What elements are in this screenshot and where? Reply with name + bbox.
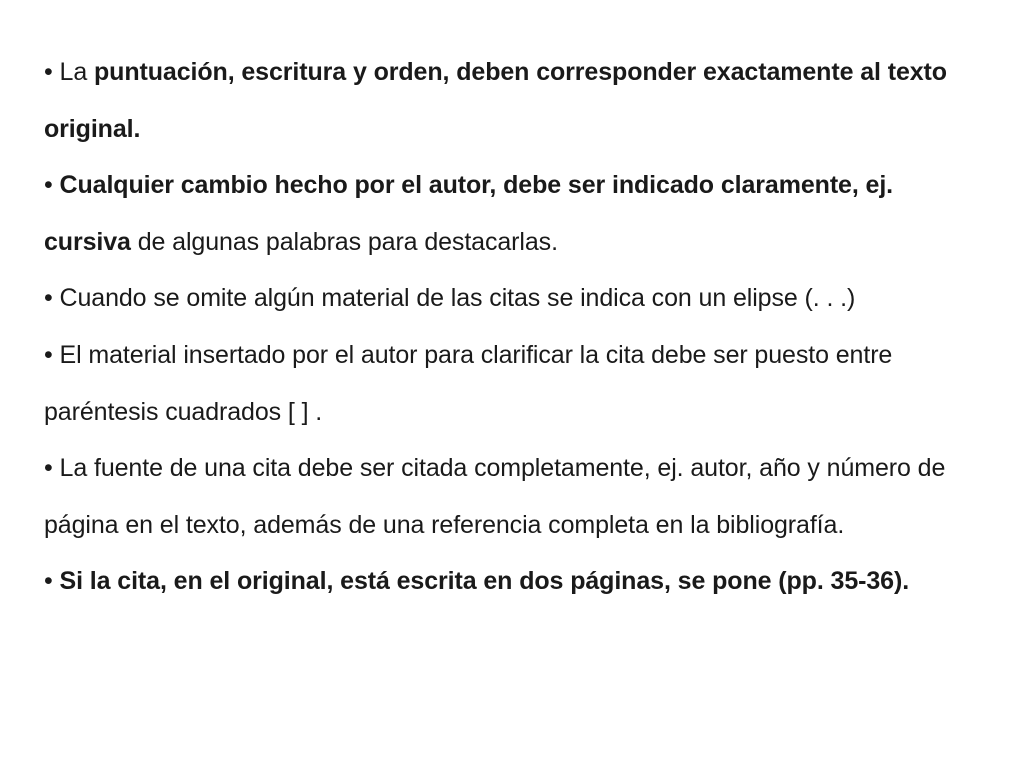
bullet-text-bold: Si la cita, en el original, está escrita en dos páginas, se pone (pp. 35-36). [59,567,910,596]
bullet-item-ellipsis [44,270,974,327]
bullet-dot-icon: • [44,284,53,313]
bullet-dot-icon: • [44,171,53,200]
bullet-dot-icon: • [44,454,53,483]
slide-body [44,44,974,610]
bullet-text-plain: La [59,58,94,86]
bullet-text-bold: Cualquier cambio hecho por el autor, debe ser indicado claramente, ej. cursiva [44,171,894,256]
bullet-dot-icon: • [44,567,53,596]
bullet-text-plain: La fuente de una cita debe ser citada completamente, ej. autor, año y número de página en el texto, además de una referencia completa en la bibliografía. [44,454,946,539]
bullet-text-plain: El material insertado por el autor para clarificar la cita debe ser puesto entre paréntesis cuadrados [ ] . [44,340,893,426]
bullet-text-plain: de algunas palabras para destacarlas. [130,227,558,256]
bullet-text-plain: Cuando se omite algún material de las citas se indica con un elipse (. . .) [59,284,856,313]
bullet-item-source-citation [44,440,974,553]
bullet-item-two-pages [44,553,974,610]
bullet-dot-icon: • [44,58,53,86]
bullet-dot-icon: • [44,340,53,369]
bullet-item-author-changes [44,157,974,270]
bullet-text-bold: puntuación, escritura y orden, deben corresponder exactamente al texto original. [44,58,947,143]
bullet-item-inserted-material [44,327,974,440]
bullet-item-punctuation [44,44,974,157]
